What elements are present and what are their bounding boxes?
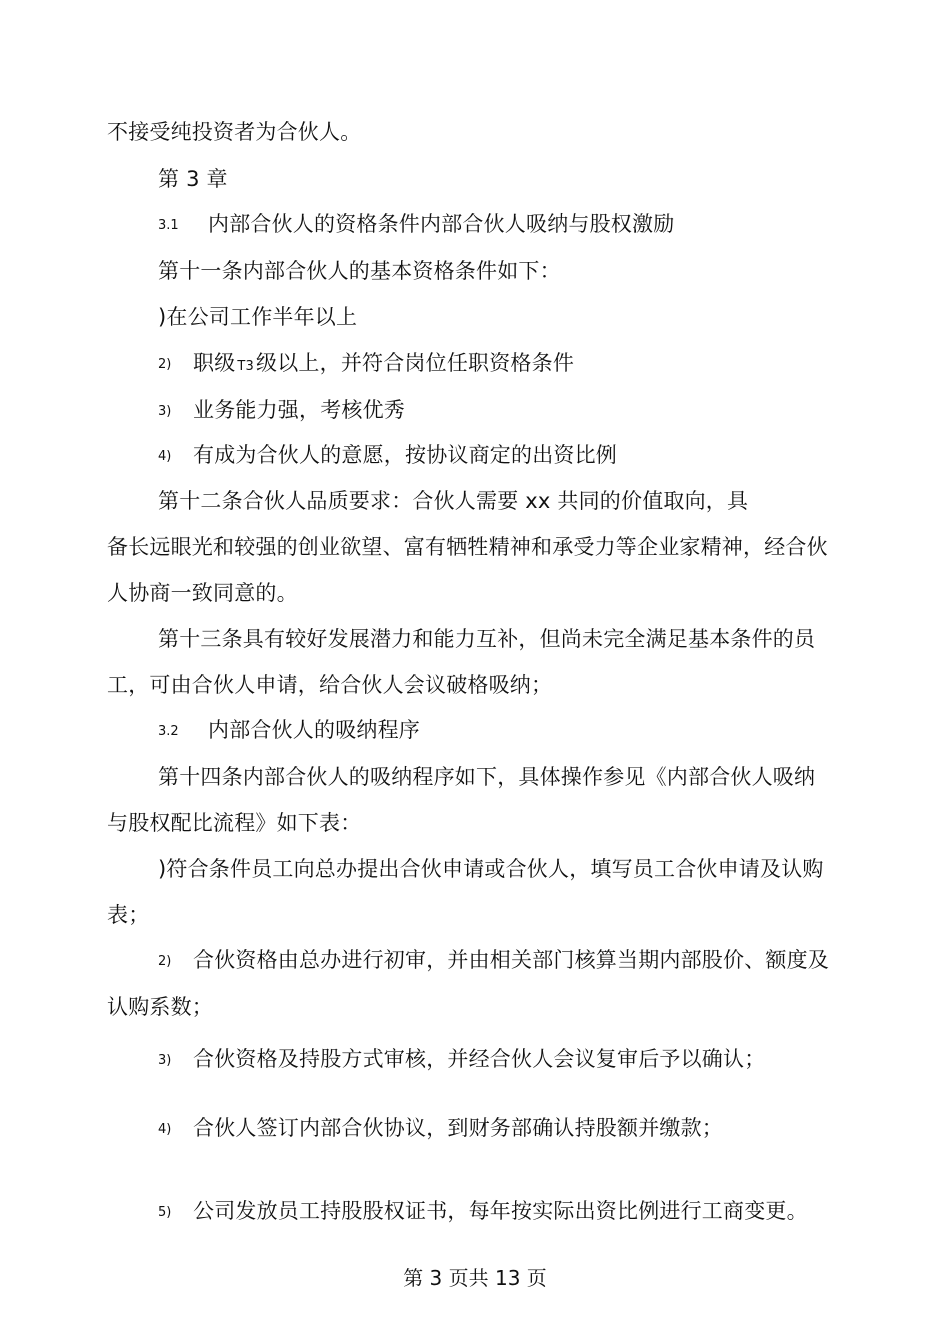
list-item: 有成为合伙人的意愿，按协议商定的出资比例 (193, 443, 617, 467)
paragraph-line: 备长远眼光和较强的创业欲望、富有牺牲精神和承受力等企业家精神，经合伙 (107, 535, 828, 559)
paragraph-line: 人协商一致同意的。 (107, 581, 298, 605)
section-number: 3.1 (158, 218, 179, 233)
list-item: 公司发放员工持股股权证书，每年按实际出资比例进行工商变更。 (193, 1199, 808, 1223)
grade-code: T3 (237, 359, 255, 374)
article-line: 第十四条内部合伙人的吸纳程序如下，具体操作参见《内部合伙人吸纳 (158, 765, 816, 789)
list-number: 4) (158, 1122, 172, 1137)
article-line: 第十三条具有较好发展潜力和能力互补，但尚未完全满足基本条件的员 (158, 627, 816, 651)
paragraph-line: 认购系数； (107, 995, 213, 1019)
list-item-text: 职级 (193, 351, 236, 375)
section-heading: 内部合伙人的吸纳程序 (208, 718, 420, 742)
section-heading: 内部合伙人的资格条件内部合伙人吸纳与股权激励 (208, 212, 675, 236)
list-item: )在公司工作半年以上 (158, 305, 358, 329)
list-item: )符合条件员工向总办提出合伙申请或合伙人，填写员工合伙申请及认购 (158, 857, 824, 881)
paragraph-line: 不接受纯投资者为合伙人。 (107, 120, 362, 144)
paragraph-line: 表； (107, 903, 150, 927)
list-item: 合伙资格及持股方式审核，并经合伙人会议复审后予以确认； (193, 1047, 766, 1071)
section-number: 3.2 (158, 724, 179, 739)
list-number: 3) (158, 404, 172, 419)
list-item (193, 349, 574, 381)
page-footer: 第 3 页共 13 页 (403, 1266, 547, 1290)
article-line: 第十一条内部合伙人的基本资格条件如下： (158, 259, 561, 283)
list-number: 3) (158, 1053, 172, 1068)
list-item-text: 级以上，并符合岗位任职资格条件 (256, 351, 575, 375)
article-line: 第十二条合伙人品质要求：合伙人需要 xx 共同的价值取向，具 (158, 489, 749, 513)
list-number: 2) (158, 954, 172, 969)
list-item: 合伙人签订内部合伙协议，到财务部确认持股额并缴款； (193, 1116, 723, 1140)
list-item: 合伙资格由总办进行初审，并由相关部门核算当期内部股价、额度及 (193, 948, 829, 972)
list-item: 业务能力强，考核优秀 (193, 398, 405, 422)
list-number: 2) (158, 357, 172, 372)
paragraph-line: 工，可由合伙人申请，给合伙人会议破格吸纳； (107, 673, 553, 697)
list-number: 5) (158, 1205, 172, 1220)
paragraph-line: 与股权配比流程》如下表： (107, 811, 362, 835)
list-number: 4) (158, 449, 172, 464)
chapter-heading: 第 3 章 (158, 167, 228, 191)
